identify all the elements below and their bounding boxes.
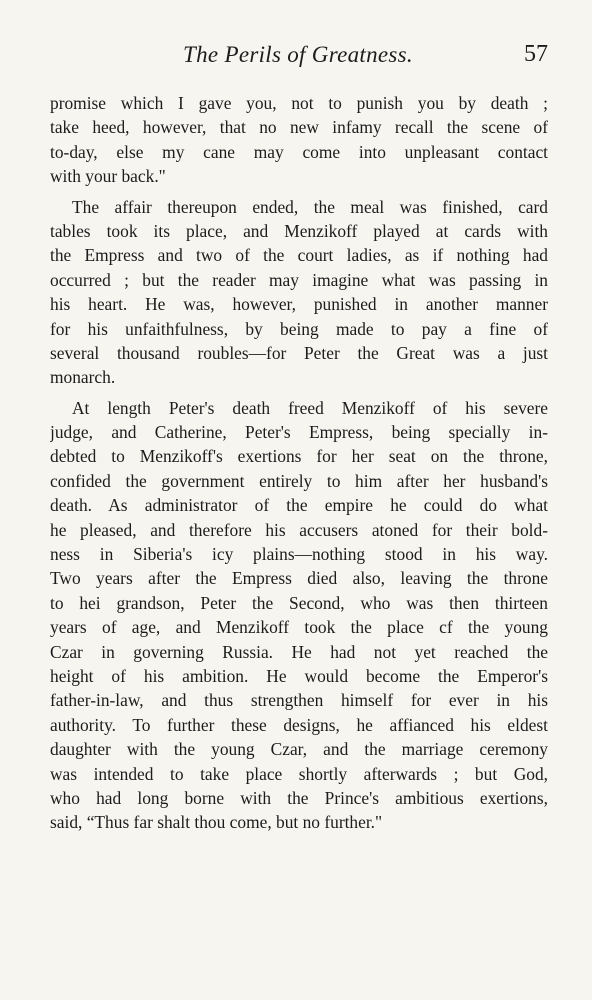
text-line: tables took its place, and Menzikoff played at cards with [50,220,548,241]
text-line: monarch. [50,367,116,388]
text-line: father-in-law, and thus strengthen himself for ever in his [50,690,548,711]
page-header [48,42,548,78]
text-line: judge, and Catherine, Peter's Empress, being specially in- [50,422,548,443]
text-line: was intended to take place shortly afterwards ; but God, [50,763,548,784]
text-line: death. As administrator of the empire he could do what [50,495,548,516]
text-line: daughter with the young Czar, and the marriage ceremony [50,739,548,760]
text-line: Czar in governing Russia. He had not yet reached the [50,641,548,662]
text-line: for his unfaithfulness, by being made to pay a fine of [50,318,548,339]
text-line: with your back." [50,166,166,187]
paragraph-first-line: At length Peter's death freed Menzikoff of his severe [72,397,548,418]
text-line: confided the government entirely to him after her husband's [50,470,548,491]
page-number: 57 [524,41,548,67]
body-text [50,91,548,835]
text-line: height of his ambition. He would become the Emperor's [50,665,548,686]
text-line: Two years after the Empress died also, leaving the throne [50,568,548,589]
text-line: several thousand roubles—for Peter the Great was a just [50,342,548,363]
text-line: ness in Siberia's icy plains—nothing stood in his way. [50,544,548,565]
text-line: who had long borne with the Prince's ambitious exertions, [50,787,548,808]
text-line: years of age, and Menzikoff took the place cf the young [50,617,548,638]
text-line: to-day, else my cane may come into unpleasant contact [50,141,548,162]
text-line: his heart. He was, however, punished in another manner [50,294,548,315]
running-title: The Perils of Greatness. [183,42,413,67]
text-line: occurred ; but the reader may imagine what was passing in [50,269,548,290]
text-line: said, “Thus far shalt thou come, but no further." [50,812,383,833]
text-line: the Empress and two of the court ladies, as if nothing had [50,245,548,266]
text-line: debted to Menzikoff's exertions for her seat on the throne, [50,446,548,467]
text-line: he pleased, and therefore his accusers atoned for their bold- [50,519,548,540]
text-line: take heed, however, that no new infamy recall the scene of [50,117,548,138]
text-line: authority. To further these designs, he affianced his eldest [50,714,548,735]
paragraph-first-line: The affair thereupon ended, the meal was finished, card [72,196,548,217]
text-line: promise which I gave you, not to punish you by death ; [50,93,548,113]
text-line: to hei grandson, Peter the Second, who was then thirteen [50,592,548,613]
